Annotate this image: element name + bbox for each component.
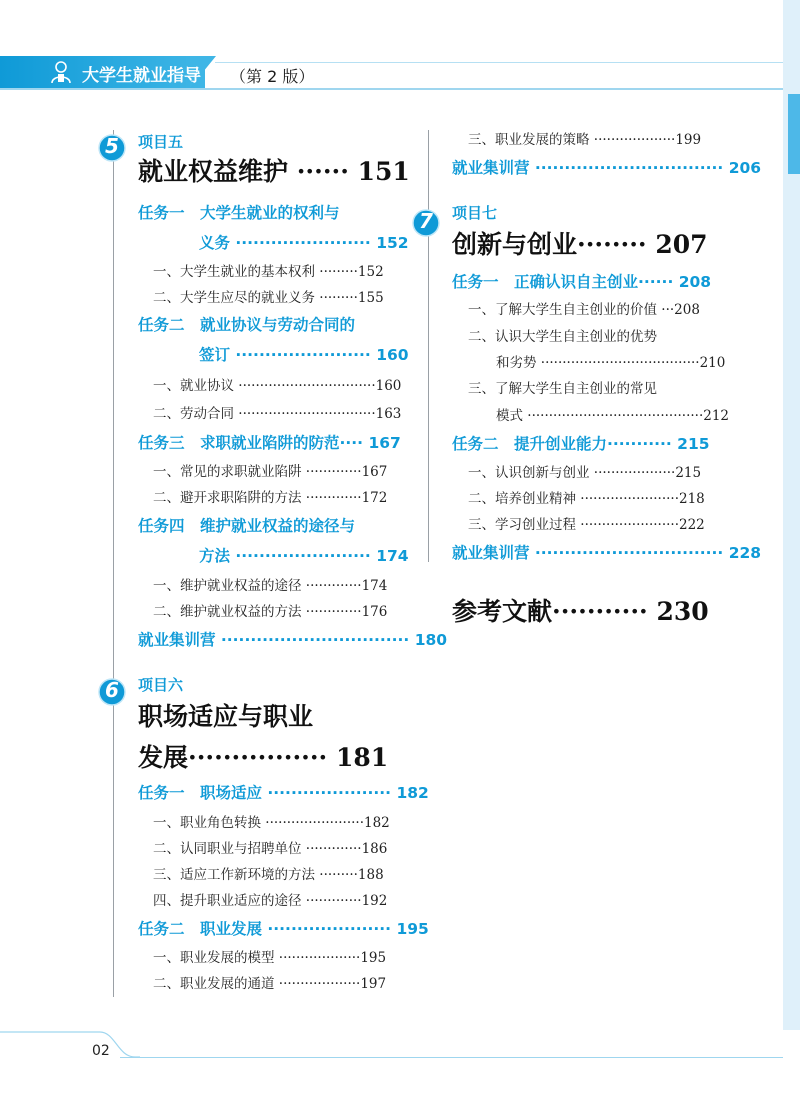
header-underline: [0, 88, 800, 90]
unit-5-task-1-section-2[interactable]: 二、大学生应尽的就业义务 ·········155: [153, 290, 384, 306]
unit-5-task-1-line2[interactable]: 义务 ······················· 152: [199, 234, 409, 252]
header-topline: [215, 62, 800, 63]
references-entry[interactable]: 参考文献··········· 230: [452, 597, 709, 626]
unit-5-task-2-line1[interactable]: 任务二 就业协议与劳动合同的: [138, 316, 356, 334]
unit-5-task-2-line2[interactable]: 签订 ······················· 160: [199, 346, 409, 364]
unit-7-task-2-section-2[interactable]: 二、培养创业精神 ·······················218: [468, 491, 705, 507]
unit-5-task-2-section-1[interactable]: 一、就业协议 ································160: [153, 378, 402, 394]
unit-7-task-1-line1[interactable]: 任务一 正确认识自主创业······ 208: [452, 273, 712, 291]
unit-5-camp[interactable]: 就业集训营 ································ 180: [138, 631, 448, 649]
page-number: 02: [92, 1043, 110, 1059]
unit-7-label: 项目七: [452, 204, 498, 222]
unit-6-task-2-section-1[interactable]: 一、职业发展的模型 ···················195: [153, 950, 387, 966]
unit-5-task-4-line2[interactable]: 方法 ······················· 174: [199, 547, 409, 565]
unit-6-task-2-section-2[interactable]: 二、职业发展的通道 ···················197: [153, 976, 387, 992]
unit-5-label: 项目五: [138, 133, 184, 151]
unit-5-task-1-line1[interactable]: 任务一 大学生就业的权利与: [138, 204, 340, 222]
unit-5-task-4-section-2[interactable]: 二、维护就业权益的方法 ·············176: [153, 604, 388, 620]
right-column-line: [428, 130, 429, 562]
book-title: 大学生就业指导: [82, 66, 201, 86]
unit-6-task-1-section-3[interactable]: 三、适应工作新环境的方法 ·········188: [153, 867, 384, 883]
unit-6-task-2-line1[interactable]: 任务二 职业发展 ····················· 195: [138, 920, 429, 938]
unit-5-task-3-section-1[interactable]: 一、常见的求职就业陷阱 ·············167: [153, 464, 388, 480]
unit-7-task-2-section-1[interactable]: 一、认识创新与创业 ···················215: [468, 465, 702, 481]
unit-7-camp[interactable]: 就业集训营 ································ 228: [452, 544, 762, 562]
unit-6-badge-number: 6: [105, 678, 119, 702]
unit-5-task-2-section-2[interactable]: 二、劳动合同 ································163: [153, 406, 402, 422]
unit-6-title-line2[interactable]: 发展················ 181: [138, 743, 389, 772]
unit-7-task-2-line1[interactable]: 任务二 提升创业能力··········· 215: [452, 435, 710, 453]
unit-7-task-1-section-1[interactable]: 一、了解大学生自主创业的价值 ···208: [468, 302, 700, 318]
unit-7-task-2-section-3[interactable]: 三、学习创业过程 ·······················222: [468, 517, 705, 533]
unit-6-camp[interactable]: 就业集训营 ································ 206: [452, 159, 762, 177]
unit-6-task-1-line1[interactable]: 任务一 职场适应 ····················· 182: [138, 784, 429, 802]
footer-line: [120, 1057, 783, 1058]
unit-5-task-3-line1[interactable]: 任务三 求职就业陷阱的防范···· 167: [138, 434, 401, 452]
unit-5-task-4-line1[interactable]: 任务四 维护就业权益的途径与: [138, 517, 356, 535]
unit-5-task-3-section-2[interactable]: 二、避开求职陷阱的方法 ·············172: [153, 490, 388, 506]
unit-5-title[interactable]: 就业权益维护 ······ 151: [138, 157, 410, 186]
unit-5-task-4-section-1[interactable]: 一、维护就业权益的途径 ·············174: [153, 578, 388, 594]
side-bar-accent: [788, 94, 800, 174]
footer-curve: [0, 1030, 140, 1058]
unit-7-title[interactable]: 创新与创业········ 207: [452, 230, 708, 259]
unit-6-task-1-section-2[interactable]: 二、认同职业与招聘单位 ·············186: [153, 841, 388, 857]
unit-6-task-2-section-3[interactable]: 三、职业发展的策略 ···················199: [468, 132, 702, 148]
unit-7-task-1-section-2-cont[interactable]: 和劣势 ·····································210: [496, 355, 726, 371]
unit-7-badge-number: 7: [419, 209, 433, 233]
unit-6-label: 项目六: [138, 676, 184, 694]
book-edition: （第 2 版）: [230, 67, 315, 86]
unit-6-task-1-section-4[interactable]: 四、提升职业适应的途径 ·············192: [153, 893, 388, 909]
left-column-line: [113, 130, 114, 997]
graduate-icon: [50, 60, 72, 84]
unit-7-task-1-section-3[interactable]: 三、了解大学生自主创业的常见: [468, 381, 657, 397]
unit-7-task-1-section-3-cont[interactable]: 模式 ·········································212: [496, 408, 730, 424]
unit-5-badge-number: 5: [105, 134, 119, 158]
unit-5-task-1-section-1[interactable]: 一、大学生就业的基本权利 ·········152: [153, 264, 384, 280]
unit-6-task-1-section-1[interactable]: 一、职业角色转换 ·······················182: [153, 815, 390, 831]
unit-6-title-line1[interactable]: 职场适应与职业: [138, 702, 314, 731]
unit-7-task-1-section-2[interactable]: 二、认识大学生自主创业的优势: [468, 329, 657, 345]
page-header: [0, 56, 800, 94]
